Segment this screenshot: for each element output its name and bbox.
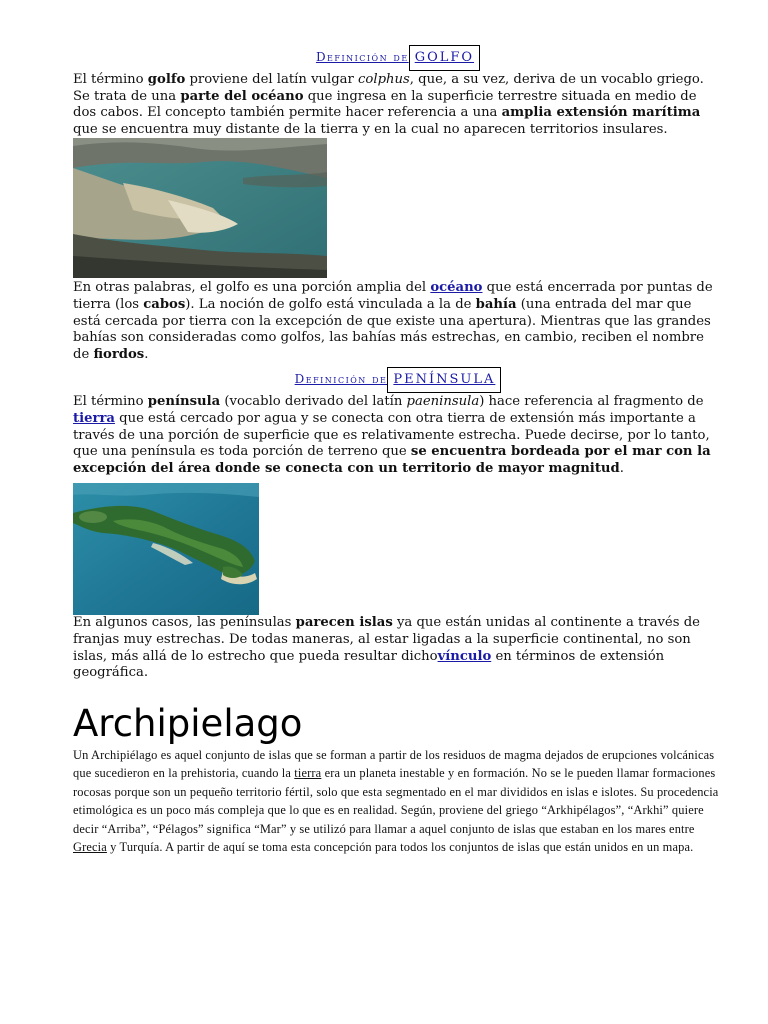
golfo-paragraph-1: El término golfo proviene del latín vulgar colphus, que, a su vez, deriva de un vocablo griego. Se trata de una parte del océano que ingresa en la superficie terrestre situada en medio de dos cabos. El concepto también permite hacer referencia a una amplia extensión marítima que se encuentra muy distante de la tierra y en la cual no aparecen territorios insulares. xyxy=(73,72,704,137)
peninsula-paragraph-1: El término península (vocablo derivado del latín paeninsula) hace referencia al fragmento de tierra que está cercado por agua y se conecta con otra tierra de extensión más importante a través de una porción de superficie que es relativamente estrecha. Puede decirse, por lo tanto, que una península es toda porción de terreno que se encuentra bordeada por el mar con la excepción del área donde se conecta con un territorio de mayor magnitud. xyxy=(73,394,711,476)
heading-prefix: Definición de xyxy=(294,372,388,387)
oceano-link[interactable]: océano xyxy=(430,280,483,296)
gulf-photo xyxy=(73,138,327,278)
heading-term-link[interactable]: PENÍNSULA xyxy=(387,367,501,393)
peninsula-paragraph-2: En algunos casos, las penínsulas parecen islas ya que están unidas al continente a través de franjas muy estrechas. De todas maneras, al estar ligadas a la superficie continental, no son islas, más allá de lo estrecho que pueda resultar dichovínculo en términos de extensión geográfica. xyxy=(73,615,700,681)
vinculo-link[interactable]: vínculo xyxy=(437,648,492,664)
tierra-link[interactable]: tierra xyxy=(73,410,115,426)
heading-term-link[interactable]: GOLFO xyxy=(409,45,480,71)
tierra-underlined-link[interactable]: tierra xyxy=(294,766,322,781)
archipielago-title: Archipielago xyxy=(73,701,303,745)
peninsula-photo xyxy=(73,483,259,615)
golfo-heading xyxy=(73,44,723,70)
golfo-paragraph-2: En otras palabras, el golfo es una porción amplia del océano que está encerrada por puntas de tierra (los cabos). La noción de golfo está vinculada a la de bahía (una entrada del mar que está cercada por tierra con la excepción de que existe una apertura). Mientras que las grandes bahías son consideradas como golfos, las bahías más estrechas, en cambio, reciben el nombre de fiordos. xyxy=(73,280,713,362)
peninsula-heading xyxy=(73,366,723,392)
archipielago-paragraph: Un Archipiélago es aquel conjunto de islas que se forman a partir de los residuos de magma dejados de erupciones volcánicas que sucedieron en la prehistoria, cuando la tierra era un planeta inestable y en formación. No se le pueden llamar formaciones rocosas porque son un pequeño territorio fértil, solo que esta segmentado en el mar divididos en islas e islotes. Su procedencia etimológica es un poco más compleja que lo que es en realidad. Según, proviene del griego “Arkhipélagos”, “Arkhi” quiere decir “Arriba”, “Pélagos” significa “Mar” y se utilizó para llamar a aquel conjunto de islas que estaban en los mares entre Grecia y Turquía. A partir de aquí se toma esta concepción para todos los conjuntos de islas que están unidos en un mapa. xyxy=(73,747,719,855)
heading-prefix: Definición de xyxy=(315,50,409,64)
document-page xyxy=(73,0,723,857)
grecia-underlined-link[interactable]: Grecia xyxy=(73,840,107,855)
